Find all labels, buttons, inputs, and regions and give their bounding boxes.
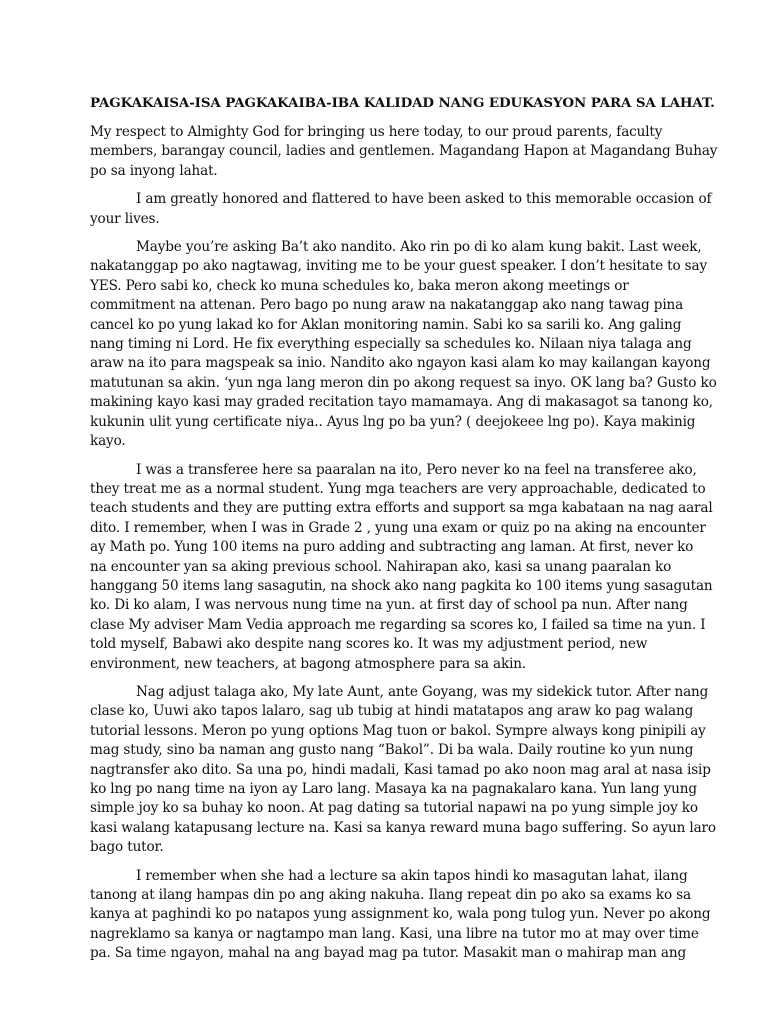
paragraph-line: I remember when she had a lecture sa akin tapos hindi ko masagutan lahat, ilang [136,867,688,884]
paragraph [90,123,718,181]
paragraph-line: tutorial lessons. Meron po yung options Mag tuon or bakol. Sympre always kong pinipili ay [90,722,706,739]
paragraph-line: simple joy ko sa buhay ko noon. At pag dating sa tutorial napawi na po yung simple joy ko [90,800,698,817]
paragraph-line: My respect to Almighty God for bringing us here today, to our proud parents, faculty [90,124,663,140]
paragraph-line: I am greatly honored and flattered to have been asked to this memorable occasion of [136,191,712,208]
paragraph-line: members, barangay council, ladies and gentlemen. Magandang Hapon at Magandang Buhay [90,143,718,160]
paragraph-line: ay Math po. Yung 100 items na puro adding and subtracting ang laman. At first, never ko [90,539,694,556]
paragraph-line: ko lng po nang time na iyon ay Laro lang. Masaya ka na pagnakalaro kana. Yun lang yung [90,781,697,797]
paragraph-line: teach students and they are putting extra efforts and support sa mga kabataan na nag aaral [90,500,713,517]
paragraph-line: kayo. [90,433,126,450]
paragraph-line: dito. I remember, when I was in Grade 2 , yung una exam or quiz po na aking na encounter [90,519,706,536]
paragraph-line: makining kayo kasi may graded recitation tayo mamamaya. Ang di makasagot sa tanong ko, [90,394,713,411]
paragraph-line: mag study, sino ba naman ang gusto nang “Bakol”. Di ba wala. Daily routine ko yun nung [90,742,694,759]
paragraph-line: hanggang 50 items lang sasagutin, na shock ako nang pagkita ko 100 items yung sasagutan [90,577,713,594]
paragraph [90,867,711,964]
paragraph-line: araw na ito para magspeak sa inio. Nandito ako ngayon kasi alam ko may kailangan kayong [90,355,711,372]
document-body [90,123,718,973]
paragraph-line: na encounter yan sa aking previous school. Nahirapan ako, kasi sa unang paaralan ko [90,558,672,575]
paragraph [90,683,716,858]
paragraph-line: nakatanggap po ako nagtawag, inviting me to be your guest speaker. I don’t hesitate to say [90,258,707,275]
paragraph [90,461,713,674]
paragraph-line: nagreklamo sa kanya or nagtampo man lang. Kasi, una libre na tutor mo at may over time [90,925,699,942]
paragraph-line: they treat me as a normal student. Yung mga teachers are very approachable, dedicated to [90,480,706,497]
paragraph-line: clase My adviser Mam Vedia approach me regarding sa scores ko, I failed sa time na yun. I [90,616,706,633]
paragraph-line: Nag adjust talaga ako, My late Aunt, ante Goyang, was my sidekick tutor. After nang [136,683,709,700]
paragraph-line: bago tutor. [90,839,164,856]
paragraph-line: kasi walang katapusang lecture na. Kasi sa kanya reward muna bago suffering. So ayun laro [90,819,716,836]
paragraph [90,190,712,229]
paragraph-line: kanya at paghindi ko po natapos yung assignment ko, wala pong tulog yun. Never po akong [90,906,711,923]
paragraph-line: kukunin ulit yung certificate niya.. Ayus lng po ba yun? ( deejokeee lng po). Kaya makinig [90,413,696,430]
paragraph-line: nagtransfer ako dito. Sa una po, hindi madali, Kasi tamad po ako noon mag aral at nasa isip [90,761,711,778]
paragraph-line: commitment na attenan. Pero bago po nung araw na nakatanggap ako nang tawag pina [90,297,684,314]
paragraph [90,238,717,451]
paragraph-line: matutunan sa akin. ‘yun nga lang meron din po akong request sa inyo. OK lang ba? Gusto ko [90,374,717,391]
paragraph-line: I was a transferee here sa paaralan na ito, Pero never ko na feel na transferee ako, [136,461,697,478]
paragraph-line: cancel ko po yung lakad ko for Aklan monitoring namin. Sabi ko sa sarili ko. Ang galing [90,316,682,333]
paragraph-line: environment, new teachers, at bagong atmosphere para sa akin. [90,655,527,672]
paragraph-line: told myself, Babawi ako despite nang scores ko. It was my adjustment period, new [90,636,648,653]
paragraph-line: YES. Pero sabi ko, check ko muna schedules ko, baka meron akong meetings or [90,277,629,294]
paragraph-line: nang timing ni Lord. He fix everything especially sa schedules ko. Nilaan niya talaga ang [90,336,692,353]
paragraph-line: tanong at ilang hampas din po ang aking nakuha. Ilang repeat din po ako sa exams ko sa [90,887,691,904]
document-title: PAGKAKAISA-ISA PAGKAKAIBA-IBA KALIDAD NANG EDUKASYON PARA SA LAHAT. [90,95,715,111]
paragraph-line: clase ko, Uuwi ako tapos lalaro, sag ub tubig at hindi matatapos ang araw ko pag walang [90,703,694,720]
paragraph-line: your lives. [90,210,160,227]
paragraph-line: Maybe you’re asking Ba’t ako nandito. Ako rin po di ko alam kung bakit. Last week, [136,239,702,256]
paragraph-line: pa. Sa time ngayon, mahal na ang bayad mag pa tutor. Masakit man o mahirap man ang [90,945,687,962]
paragraph-line: po sa inyong lahat. [90,162,218,179]
paragraph-line: ko. Di ko alam, I was nervous nung time na yun. at first day of school pa nun. After nang [90,597,688,614]
